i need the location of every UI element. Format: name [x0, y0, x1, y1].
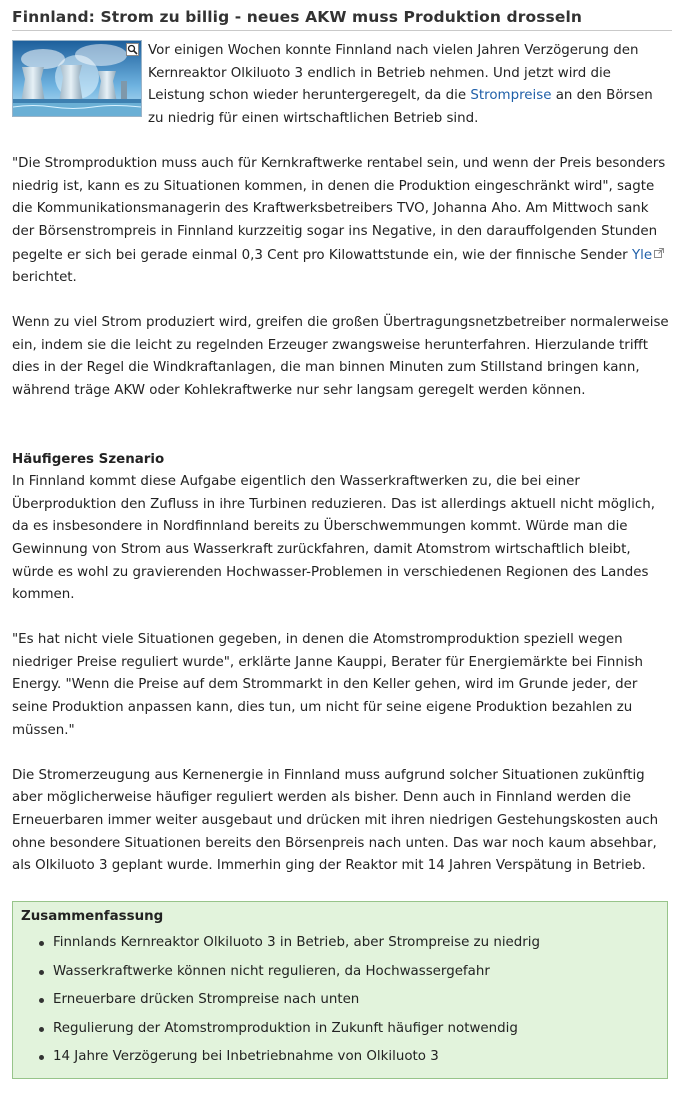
article-thumbnail[interactable]: [12, 40, 142, 117]
paragraph-overproduction: Wenn zu viel Strom produziert wird, greifen die großen Übertragungsnetzbetreiber normalerweise ein, indem sie die leicht zu regelnden Erzeuger zwangsweise herunterfahren. Hierzulande trifft dies in der Regel die Windkraftanlagen, die man binnen Minuten zum Stillstand bringen kann, während träge AKW oder Kohlekraftwerke nur sehr langsam geregelt werden können.: [12, 315, 669, 399]
magnifier-icon[interactable]: [126, 43, 139, 56]
paragraph-outlook: Die Stromerzeugung aus Kernenergie in Finnland muss aufgrund solcher Situationen zukünftig aber möglicherweise häufiger reguliert werden als bisher. Denn auch in Finnland werden die Erneuerbaren immer weiter ausgebaut und drücken mit ihren niedrigen Gestehungskosten auch ohne besondere Situationen bereits den Börsenpreis nach unten. Das war noch kaum absehbar, als Olkiluoto 3 geplant wurde. Immerhin ging der Reaktor mit 14 Jahren Verspätung in Betrieb.: [12, 767, 659, 874]
quote-text-start: "Die Stromproduktion muss auch für Kernkraftwerke rentabel sein, und wenn der Preis besonders niedrig ist, kann es zu Situationen kommen, in denen die Produktion eingeschränkt wird", sagte die Kommunikationsmanagerin des Kraftwerksbetreibers TVO, Johanna Aho. Am Mittwoch sank der Börsenstrompreis in Finnland kurzzeitig sogar ins Negative, in den darauffolgenden Stunden pegelte er sich bei gerade einmal 0,3 Cent pro Kilowattstunde ein, wie der finnische Sender: [12, 155, 666, 263]
summary-box: [12, 901, 668, 1079]
quote-paragraph: [12, 153, 672, 290]
summary-item: Finnlands Kernreaktor Olkiluoto 3 in Betrieb, aber Strompreise zu niedrig: [53, 929, 659, 958]
summary-list: [21, 929, 659, 1072]
yle-link[interactable]: Yle: [631, 247, 653, 263]
summary-item: Erneuerbare drücken Strompreise nach unten: [53, 986, 659, 1015]
intro-block: [12, 40, 672, 131]
page-title: Finnland: Strom zu billig - neues AKW muss Produktion drosseln: [12, 0, 672, 31]
intro-text-end: an den Börsen zu niedrig für einen wirtschaftlichen Betrieb sind.: [148, 88, 653, 127]
quote-text-end: berichtet.: [12, 270, 77, 286]
paragraph-kauppi-quote: "Es hat nicht viele Situationen gegeben, in denen die Atomstromproduktion speziell wegen niedriger Preise reguliert wurde", erklärte Janne Kauppi, Berater für Energiemärkte bei Finnish Energy. "Wenn die Preise auf dem Strommarkt in den Keller gehen, wird im Grunde jeder, der seine Produktion anpassen kann, dies tun, um nicht für seine eigene Produktion bezahlen zu müssen.": [12, 632, 644, 738]
paragraph-hydro: In Finnland kommt diese Aufgabe eigentlich den Wasserkraftwerken zu, die bei einer Überproduktion den Zufluss in ihre Turbinen reduzieren. Das ist allerdings aktuell nicht möglich, da es insbesondere in Nordfinnland bereits zu Überschwemmungen kommt. Würde man die Gewinnung von Strom aus Wasserkraft zurückfahren, damit Atomstrom wirtschaftlich bleibt, würde es wohl zu gravierenden Hochwasser-Problemen in verschiedenen Regionen des Landes kommen.: [12, 473, 655, 603]
intro-text-start: Vor einigen Wochen konnte Finnland nach vielen Jahren Verzögerung den Kernreaktor Olkiluoto 3 endlich in Betrieb nehmen. Und jetzt wird die Leistung schon wieder heruntergeregelt, da die: [148, 43, 639, 104]
external-link-icon: [654, 244, 664, 267]
summary-heading: Zusammenfassung: [21, 909, 164, 925]
summary-item: 14 Jahre Verzögerung bei Inbetriebnahme von Olkiluoto 3: [53, 1043, 659, 1072]
summary-item: Regulierung der Atomstromproduktion in Zukunft häufiger notwendig: [53, 1015, 659, 1044]
summary-item: Wasserkraftwerke können nicht regulieren, da Hochwassergefahr: [53, 958, 659, 987]
nuclear-plant-cooling-towers-image: [13, 41, 141, 116]
subheading: Häufigeres Szenario: [12, 451, 165, 467]
strompreise-link[interactable]: Strompreise: [470, 88, 552, 104]
